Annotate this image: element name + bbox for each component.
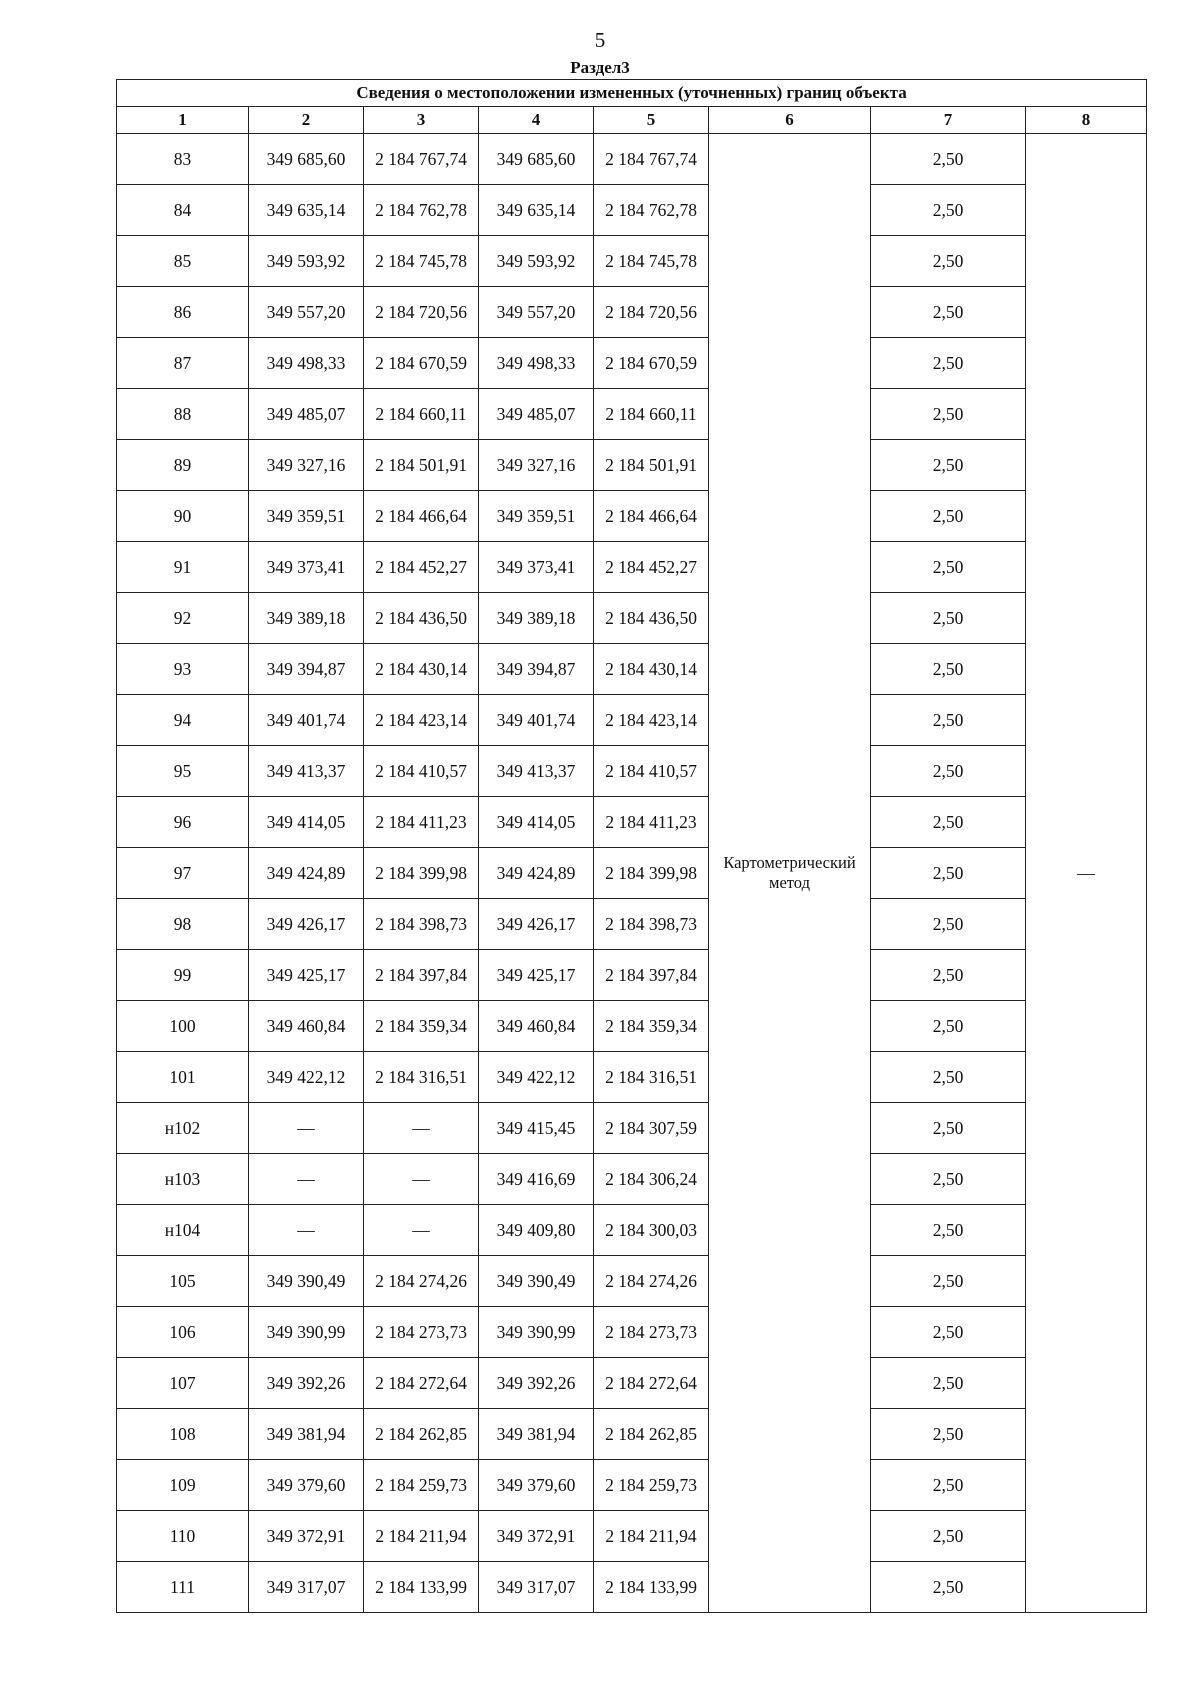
x-coordinate-existing-cell: 349 373,41 (249, 542, 364, 593)
y-coordinate-refined-cell: 2 184 399,98 (594, 848, 709, 899)
x-coordinate-existing-cell: — (249, 1154, 364, 1205)
point-number-cell: 96 (117, 797, 249, 848)
y-coordinate-existing-cell: 2 184 411,23 (364, 797, 479, 848)
accuracy-cell: 2,50 (871, 797, 1026, 848)
table-row (117, 1154, 1147, 1205)
y-coordinate-refined-cell: 2 184 430,14 (594, 644, 709, 695)
point-number-cell: 85 (117, 236, 249, 287)
accuracy-cell: 2,50 (871, 491, 1026, 542)
y-coordinate-refined-cell: 2 184 767,74 (594, 134, 709, 185)
x-coordinate-refined-cell: 349 425,17 (479, 950, 594, 1001)
x-coordinate-refined-cell: 349 390,99 (479, 1307, 594, 1358)
table-row (117, 491, 1147, 542)
x-coordinate-refined-cell: 349 413,37 (479, 746, 594, 797)
x-coordinate-refined-cell: 349 415,45 (479, 1103, 594, 1154)
point-number-cell: 95 (117, 746, 249, 797)
point-number-cell: 92 (117, 593, 249, 644)
table-row (117, 389, 1147, 440)
y-coordinate-existing-cell: 2 184 397,84 (364, 950, 479, 1001)
table-body (117, 134, 1147, 1613)
point-number-cell: 100 (117, 1001, 249, 1052)
y-coordinate-existing-cell: 2 184 660,11 (364, 389, 479, 440)
point-number-cell: 90 (117, 491, 249, 542)
table-row (117, 338, 1147, 389)
y-coordinate-refined-cell: 2 184 211,94 (594, 1511, 709, 1562)
y-coordinate-existing-cell: 2 184 762,78 (364, 185, 479, 236)
x-coordinate-refined-cell: 349 392,26 (479, 1358, 594, 1409)
table-row (117, 1511, 1147, 1562)
point-number-cell: 97 (117, 848, 249, 899)
y-coordinate-existing-cell: 2 184 211,94 (364, 1511, 479, 1562)
x-coordinate-existing-cell: 349 390,99 (249, 1307, 364, 1358)
table-row (117, 287, 1147, 338)
point-number-cell: 86 (117, 287, 249, 338)
column-number: 7 (871, 107, 1026, 134)
column-number-row (117, 107, 1147, 134)
table-row (117, 1460, 1147, 1511)
y-coordinate-existing-cell: 2 184 316,51 (364, 1052, 479, 1103)
point-number-cell: 106 (117, 1307, 249, 1358)
x-coordinate-existing-cell: 349 394,87 (249, 644, 364, 695)
table-row (117, 236, 1147, 287)
y-coordinate-refined-cell: 2 184 410,57 (594, 746, 709, 797)
x-coordinate-refined-cell: 349 390,49 (479, 1256, 594, 1307)
x-coordinate-refined-cell: 349 422,12 (479, 1052, 594, 1103)
point-number-cell: 93 (117, 644, 249, 695)
x-coordinate-existing-cell: 349 424,89 (249, 848, 364, 899)
accuracy-cell: 2,50 (871, 1001, 1026, 1052)
x-coordinate-existing-cell: 349 359,51 (249, 491, 364, 542)
accuracy-cell: 2,50 (871, 389, 1026, 440)
point-number-cell: 105 (117, 1256, 249, 1307)
x-coordinate-existing-cell: 349 392,26 (249, 1358, 364, 1409)
y-coordinate-existing-cell: 2 184 133,99 (364, 1562, 479, 1613)
x-coordinate-existing-cell: 349 635,14 (249, 185, 364, 236)
x-coordinate-existing-cell: 349 425,17 (249, 950, 364, 1001)
accuracy-cell: 2,50 (871, 1562, 1026, 1613)
x-coordinate-refined-cell: 349 359,51 (479, 491, 594, 542)
point-number-cell: н104 (117, 1205, 249, 1256)
y-coordinate-existing-cell: 2 184 398,73 (364, 899, 479, 950)
table-row (117, 1052, 1147, 1103)
table-row (117, 848, 1147, 899)
point-number-cell: 111 (117, 1562, 249, 1613)
y-coordinate-existing-cell: 2 184 466,64 (364, 491, 479, 542)
y-coordinate-refined-cell: 2 184 133,99 (594, 1562, 709, 1613)
table-row (117, 1409, 1147, 1460)
x-coordinate-refined-cell: 349 485,07 (479, 389, 594, 440)
y-coordinate-existing-cell: 2 184 501,91 (364, 440, 479, 491)
accuracy-cell: 2,50 (871, 542, 1026, 593)
x-coordinate-refined-cell: 349 327,16 (479, 440, 594, 491)
y-coordinate-existing-cell: 2 184 745,78 (364, 236, 479, 287)
y-coordinate-refined-cell: 2 184 359,34 (594, 1001, 709, 1052)
point-number-cell: 91 (117, 542, 249, 593)
y-coordinate-refined-cell: 2 184 452,27 (594, 542, 709, 593)
accuracy-cell: 2,50 (871, 644, 1026, 695)
y-coordinate-refined-cell: 2 184 272,64 (594, 1358, 709, 1409)
accuracy-cell: 2,50 (871, 746, 1026, 797)
x-coordinate-refined-cell: 349 424,89 (479, 848, 594, 899)
point-number-cell: 107 (117, 1358, 249, 1409)
boundary-coordinates-table (116, 79, 1147, 1613)
point-number-cell: 84 (117, 185, 249, 236)
point-number-cell: н103 (117, 1154, 249, 1205)
y-coordinate-refined-cell: 2 184 274,26 (594, 1256, 709, 1307)
y-coordinate-existing-cell: — (364, 1205, 479, 1256)
column-number: 3 (364, 107, 479, 134)
accuracy-cell: 2,50 (871, 440, 1026, 491)
table-row (117, 950, 1147, 1001)
y-coordinate-refined-cell: 2 184 423,14 (594, 695, 709, 746)
x-coordinate-refined-cell: 349 416,69 (479, 1154, 594, 1205)
y-coordinate-existing-cell: 2 184 262,85 (364, 1409, 479, 1460)
y-coordinate-existing-cell: 2 184 670,59 (364, 338, 479, 389)
table-row (117, 644, 1147, 695)
accuracy-cell: 2,50 (871, 1307, 1026, 1358)
accuracy-cell: 2,50 (871, 1409, 1026, 1460)
y-coordinate-existing-cell: 2 184 259,73 (364, 1460, 479, 1511)
y-coordinate-refined-cell: 2 184 762,78 (594, 185, 709, 236)
accuracy-cell: 2,50 (871, 287, 1026, 338)
x-coordinate-existing-cell: 349 327,16 (249, 440, 364, 491)
x-coordinate-existing-cell: 349 379,60 (249, 1460, 364, 1511)
x-coordinate-existing-cell: 349 685,60 (249, 134, 364, 185)
x-coordinate-existing-cell: 349 422,12 (249, 1052, 364, 1103)
x-coordinate-refined-cell: 349 389,18 (479, 593, 594, 644)
y-coordinate-refined-cell: 2 184 720,56 (594, 287, 709, 338)
point-number-cell: 109 (117, 1460, 249, 1511)
point-number-cell: 94 (117, 695, 249, 746)
x-coordinate-existing-cell: 349 426,17 (249, 899, 364, 950)
table-row (117, 1001, 1147, 1052)
accuracy-cell: 2,50 (871, 1358, 1026, 1409)
x-coordinate-existing-cell: 349 485,07 (249, 389, 364, 440)
x-coordinate-existing-cell: 349 593,92 (249, 236, 364, 287)
x-coordinate-existing-cell: 349 389,18 (249, 593, 364, 644)
accuracy-cell: 2,50 (871, 1460, 1026, 1511)
point-number-cell: 87 (117, 338, 249, 389)
table-row (117, 1562, 1147, 1613)
y-coordinate-existing-cell: 2 184 423,14 (364, 695, 479, 746)
y-coordinate-existing-cell: 2 184 767,74 (364, 134, 479, 185)
column-number: 5 (594, 107, 709, 134)
y-coordinate-refined-cell: 2 184 262,85 (594, 1409, 709, 1460)
y-coordinate-existing-cell: 2 184 720,56 (364, 287, 479, 338)
x-coordinate-refined-cell: 349 373,41 (479, 542, 594, 593)
x-coordinate-existing-cell: 349 390,49 (249, 1256, 364, 1307)
table-row (117, 440, 1147, 491)
table-row (117, 542, 1147, 593)
y-coordinate-existing-cell: 2 184 274,26 (364, 1256, 479, 1307)
y-coordinate-existing-cell: 2 184 452,27 (364, 542, 479, 593)
section-title: Раздел3 (570, 58, 630, 77)
accuracy-cell: 2,50 (871, 1103, 1026, 1154)
accuracy-cell: 2,50 (871, 950, 1026, 1001)
table-row (117, 746, 1147, 797)
y-coordinate-existing-cell: — (364, 1103, 479, 1154)
column-number: 4 (479, 107, 594, 134)
x-coordinate-refined-cell: 349 593,92 (479, 236, 594, 287)
y-coordinate-existing-cell: 2 184 410,57 (364, 746, 479, 797)
y-coordinate-refined-cell: 2 184 398,73 (594, 899, 709, 950)
point-number-cell: н102 (117, 1103, 249, 1154)
table-row (117, 134, 1147, 185)
x-coordinate-existing-cell: 349 498,33 (249, 338, 364, 389)
point-number-cell: 83 (117, 134, 249, 185)
y-coordinate-existing-cell: 2 184 273,73 (364, 1307, 479, 1358)
table-row (117, 1103, 1147, 1154)
x-coordinate-refined-cell: 349 401,74 (479, 695, 594, 746)
x-coordinate-existing-cell: 349 317,07 (249, 1562, 364, 1613)
accuracy-cell: 2,50 (871, 338, 1026, 389)
x-coordinate-refined-cell: 349 635,14 (479, 185, 594, 236)
y-coordinate-refined-cell: 2 184 397,84 (594, 950, 709, 1001)
x-coordinate-refined-cell: 349 498,33 (479, 338, 594, 389)
table-row (117, 593, 1147, 644)
point-number-cell: 110 (117, 1511, 249, 1562)
y-coordinate-existing-cell: — (364, 1154, 479, 1205)
x-coordinate-existing-cell: — (249, 1205, 364, 1256)
y-coordinate-refined-cell: 2 184 670,59 (594, 338, 709, 389)
x-coordinate-refined-cell: 349 381,94 (479, 1409, 594, 1460)
point-number-cell: 108 (117, 1409, 249, 1460)
x-coordinate-refined-cell: 349 557,20 (479, 287, 594, 338)
point-number-cell: 88 (117, 389, 249, 440)
x-coordinate-existing-cell: 349 414,05 (249, 797, 364, 848)
table-row (117, 1358, 1147, 1409)
y-coordinate-refined-cell: 2 184 307,59 (594, 1103, 709, 1154)
x-coordinate-refined-cell: 349 379,60 (479, 1460, 594, 1511)
table-row (117, 797, 1147, 848)
point-number-cell: 89 (117, 440, 249, 491)
y-coordinate-refined-cell: 2 184 411,23 (594, 797, 709, 848)
accuracy-cell: 2,50 (871, 1205, 1026, 1256)
y-coordinate-existing-cell: 2 184 272,64 (364, 1358, 479, 1409)
x-coordinate-existing-cell: — (249, 1103, 364, 1154)
x-coordinate-existing-cell: 349 413,37 (249, 746, 364, 797)
accuracy-cell: 2,50 (871, 848, 1026, 899)
y-coordinate-existing-cell: 2 184 359,34 (364, 1001, 479, 1052)
accuracy-cell: 2,50 (871, 1052, 1026, 1103)
accuracy-cell: 2,50 (871, 1154, 1026, 1205)
accuracy-cell: 2,50 (871, 695, 1026, 746)
point-number-cell: 98 (117, 899, 249, 950)
table-row (117, 695, 1147, 746)
x-coordinate-existing-cell: 349 372,91 (249, 1511, 364, 1562)
accuracy-cell: 2,50 (871, 899, 1026, 950)
column-number: 8 (1026, 107, 1147, 134)
x-coordinate-refined-cell: 349 394,87 (479, 644, 594, 695)
y-coordinate-refined-cell: 2 184 316,51 (594, 1052, 709, 1103)
x-coordinate-existing-cell: 349 460,84 (249, 1001, 364, 1052)
y-coordinate-refined-cell: 2 184 306,24 (594, 1154, 709, 1205)
y-coordinate-existing-cell: 2 184 430,14 (364, 644, 479, 695)
y-coordinate-refined-cell: 2 184 436,50 (594, 593, 709, 644)
x-coordinate-existing-cell: 349 401,74 (249, 695, 364, 746)
x-coordinate-refined-cell: 349 414,05 (479, 797, 594, 848)
column-number: 1 (117, 107, 249, 134)
accuracy-cell: 2,50 (871, 593, 1026, 644)
accuracy-cell: 2,50 (871, 134, 1026, 185)
y-coordinate-existing-cell: 2 184 436,50 (364, 593, 479, 644)
y-coordinate-refined-cell: 2 184 259,73 (594, 1460, 709, 1511)
y-coordinate-refined-cell: 2 184 660,11 (594, 389, 709, 440)
x-coordinate-refined-cell: 349 372,91 (479, 1511, 594, 1562)
method-cell: Картометрический метод (709, 134, 871, 1613)
table-row (117, 185, 1147, 236)
column-8-cell: — (1026, 134, 1147, 1613)
x-coordinate-refined-cell: 349 685,60 (479, 134, 594, 185)
table-row (117, 1205, 1147, 1256)
accuracy-cell: 2,50 (871, 1256, 1026, 1307)
page-number: 5 (594, 28, 606, 52)
y-coordinate-refined-cell: 2 184 501,91 (594, 440, 709, 491)
y-coordinate-refined-cell: 2 184 745,78 (594, 236, 709, 287)
x-coordinate-refined-cell: 349 409,80 (479, 1205, 594, 1256)
x-coordinate-refined-cell: 349 460,84 (479, 1001, 594, 1052)
x-coordinate-refined-cell: 349 317,07 (479, 1562, 594, 1613)
y-coordinate-existing-cell: 2 184 399,98 (364, 848, 479, 899)
point-number-cell: 99 (117, 950, 249, 1001)
y-coordinate-refined-cell: 2 184 466,64 (594, 491, 709, 542)
table-row (117, 1256, 1147, 1307)
accuracy-cell: 2,50 (871, 1511, 1026, 1562)
table-row (117, 899, 1147, 950)
x-coordinate-existing-cell: 349 557,20 (249, 287, 364, 338)
x-coordinate-existing-cell: 349 381,94 (249, 1409, 364, 1460)
accuracy-cell: 2,50 (871, 185, 1026, 236)
accuracy-cell: 2,50 (871, 236, 1026, 287)
x-coordinate-refined-cell: 349 426,17 (479, 899, 594, 950)
table-row (117, 1307, 1147, 1358)
column-number: 6 (709, 107, 871, 134)
y-coordinate-refined-cell: 2 184 273,73 (594, 1307, 709, 1358)
point-number-cell: 101 (117, 1052, 249, 1103)
column-number: 2 (249, 107, 364, 134)
y-coordinate-refined-cell: 2 184 300,03 (594, 1205, 709, 1256)
table-caption: Сведения о местоположении измененных (уточненных) границ объекта (117, 80, 1147, 107)
